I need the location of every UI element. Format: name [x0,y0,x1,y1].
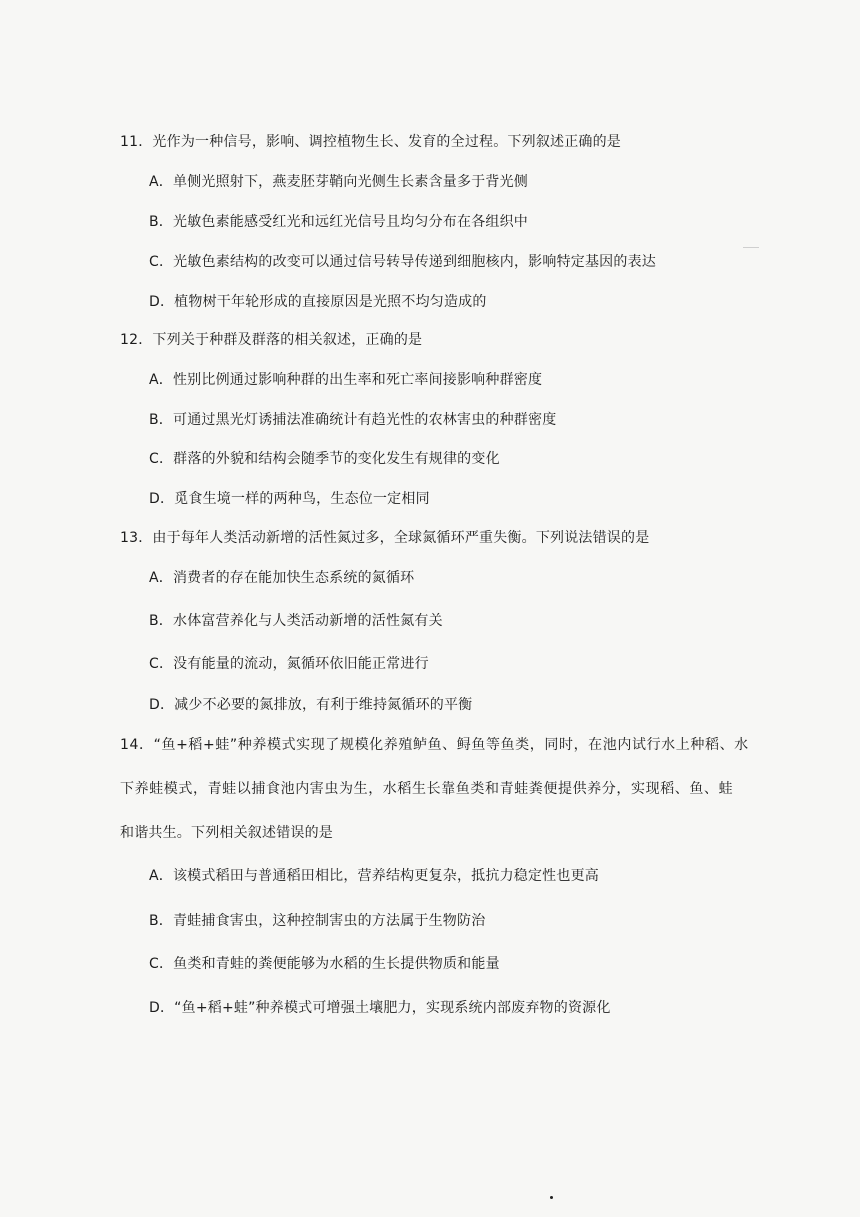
question-14-stem-line-3: 和谐共生。下列相关叙述错误的是 [120,825,333,841]
question-14-option-d: D．“鱼+稻+蛙”种养模式可增强土壤肥力，实现系统内部废弃物的资源化 [149,1000,611,1016]
question-12-option-c: C．群落的外貌和结构会随季节的变化发生有规律的变化 [149,451,500,467]
scan-speck [550,1196,553,1199]
question-13-option-b: B．水体富营养化与人类活动新增的活性氮有关 [149,613,443,629]
question-11-option-a: A．单侧光照射下，燕麦胚芽鞘向光侧生长素含量多于背光侧 [149,174,528,190]
question-13-option-a: A．消费者的存在能加快生态系统的氮循环 [149,570,415,586]
question-14-option-b: B．青蛙捕食害虫，这种控制害虫的方法属于生物防治 [149,913,486,929]
scan-smudge [743,247,759,248]
question-14-stem-line-2: 下养蛙模式，青蛙以捕食池内害虫为生，水稻生长靠鱼类和青蛙粪便提供养分，实现稻、鱼、蛙 [120,781,734,797]
question-12-stem: 12．下列关于种群及群落的相关叙述，正确的是 [120,332,423,348]
question-13-stem: 13．由于每年人类活动新增的活性氮过多，全球氮循环严重失衡。下列说法错误的是 [120,530,650,546]
question-11-option-c: C．光敏色素结构的改变可以通过信号转导传递到细胞核内，影响特定基因的表达 [149,254,656,270]
question-14-stem-line-1: 14．“鱼+稻+蛙”种养模式实现了规模化养殖鲈鱼、鲟鱼等鱼类，同时，在池内试行水上种稻、水 [120,737,749,753]
question-11-option-b: B．光敏色素能感受红光和远红光信号且均匀分布在各组织中 [149,214,529,230]
question-11-stem: 11．光作为一种信号，影响、调控植物生长、发育的全过程。下列叙述正确的是 [120,134,622,150]
question-12-option-d: D．觅食生境一样的两种鸟，生态位一定相同 [149,491,430,507]
question-13-option-d: D．减少不必要的氮排放，有利于维持氮循环的平衡 [149,697,473,713]
question-11-option-d: D．植物树干年轮形成的直接原因是光照不均匀造成的 [149,294,487,310]
question-13-option-c: C．没有能量的流动，氮循环依旧能正常进行 [149,656,429,672]
question-14-option-a: A．该模式稻田与普通稻田相比，营养结构更复杂，抵抗力稳定性也更高 [149,868,599,884]
question-14-option-c: C．鱼类和青蛙的粪便能够为水稻的生长提供物质和能量 [149,956,500,972]
question-12-option-b: B．可通过黑光灯诱捕法准确统计有趋光性的农林害虫的种群密度 [149,412,557,428]
question-12-option-a: A．性别比例通过影响种群的出生率和死亡率间接影响种群密度 [149,372,543,388]
